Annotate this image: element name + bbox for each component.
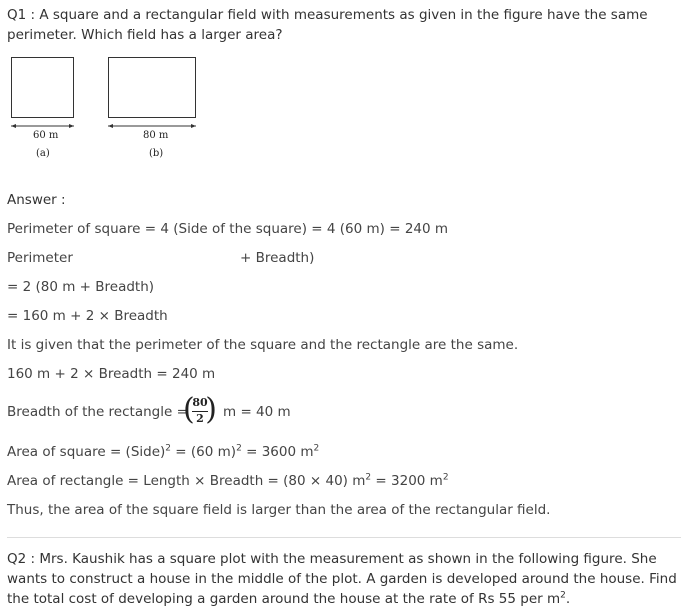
answer-line-1: Perimeter of square = 4 (Side of the square) = 4 (60 m) = 240 m <box>7 221 449 237</box>
superscript-2: 2 <box>165 443 172 454</box>
superscript-2: 2 <box>313 443 320 454</box>
answer-line-2b: + Breadth) <box>240 250 315 266</box>
fraction-denominator: 2 <box>196 412 204 425</box>
fraction <box>183 393 217 429</box>
area-square-part-3: = 3600 m <box>241 444 314 460</box>
question-2-end: . <box>565 591 571 607</box>
answer-line-6: 160 m + 2 × Breadth = 240 m <box>7 366 216 382</box>
rectangular-field <box>108 57 196 118</box>
area-rect-part-1: Area of rectangle = Length × Breadth = (80 × 40) m <box>7 473 366 489</box>
fraction-numerator: 80 <box>192 396 208 409</box>
answer-line-7-prefix: Breadth of the rectangle = <box>7 404 188 420</box>
question-1: Q1 : A square and a rectangular field with measurements as given in the figure have the same perimeter. Which field has a larger area? <box>7 7 648 43</box>
figure-a-label: (a) <box>36 148 50 159</box>
superscript-2: 2 <box>236 443 242 454</box>
question-2 <box>7 549 679 609</box>
divider <box>7 537 681 538</box>
square-field <box>11 57 74 118</box>
area-rect-part-2: = 3200 m <box>371 473 443 489</box>
answer-line-3: = 2 (80 m + Breadth) <box>7 279 155 295</box>
answer-line-9 <box>7 472 449 490</box>
area-square-part-2: = (60 m) <box>171 444 237 460</box>
figure-b-label: (b) <box>149 148 164 159</box>
right-paren: ) <box>205 392 217 427</box>
answer-heading: Answer : <box>7 192 66 208</box>
answer-line-8 <box>7 443 319 461</box>
answer-line-2a: Perimeter <box>7 250 73 266</box>
superscript-2: 2 <box>365 472 372 483</box>
answer-line-10: Thus, the area of the square field is larger than the area of the rectangular field. <box>7 502 551 518</box>
figure-a-measure: 60 m <box>33 130 59 141</box>
left-paren: ( <box>183 392 195 427</box>
question-2-text: Q2 : Mrs. Kaushik has a square plot with the measurement as shown in the following figure. She wants to construct a house in the middle of the plot. A garden is developed around the house. Find the total cost of developing a garden around the house at the rate of Rs 55 per m <box>7 551 677 607</box>
answer-line-7-suffix: m = 40 m <box>223 404 291 420</box>
area-square-part-1: Area of square = (Side) <box>7 444 166 460</box>
figure-b-measure: 80 m <box>143 130 169 141</box>
answer-line-4: = 160 m + 2 × Breadth <box>7 308 168 324</box>
answer-line-5: It is given that the perimeter of the square and the rectangle are the same. <box>7 337 519 353</box>
superscript-2: 2 <box>442 472 449 483</box>
question-2-superscript: 2 <box>560 590 566 601</box>
